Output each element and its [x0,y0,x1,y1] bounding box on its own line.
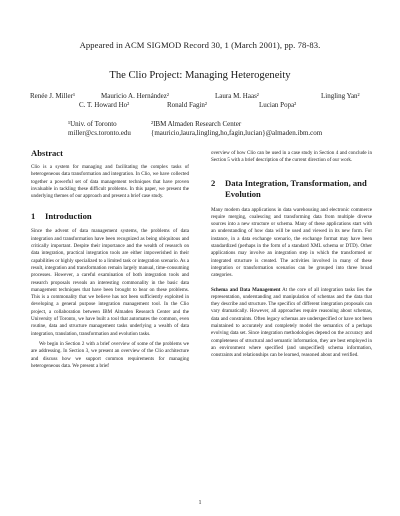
paper-title: The Clio Project: Managing Heterogeneity [109,70,291,81]
section-title: Data Integration, Transformation, and Evolution [225,177,367,199]
affiliation-email: miller@cs.toronto.edu [68,129,131,137]
author: Ronald Fagin² [167,101,208,109]
paragraph: overview of how Clio can be used in a case study in Section 4 and conclude in Section 5 with a brief description of the current direction of our work. [211,150,372,164]
left-column [31,148,189,370]
page-number: 1 [198,500,202,506]
publication-note: Appeared in ACM SIGMOD Record 30, 1 (March 2001), pp. 78-83. [79,40,321,50]
affiliation-toronto [68,120,131,138]
abstract-text: Clio is a system for managing and facilitating the complex tasks of heterogeneous data transformation and integration. In Clio, we have collected together a powerful set of data management techniques that have proven invaluable in tackling these difficult problems. In this paper, we present the underlying themes of our approach and present a brief case study. [31,164,189,200]
abstract-heading: Abstract [31,148,63,158]
paragraph: Many modern data applications in data warehousing and electronic commerce require merging, coalescing and transforming data from multiple diverse sources into a new structure or schema. Many of these applications start with an understanding of how data will be used and viewed in its new form. For instance, in a data exchange scenario, the exchange format may have been standardized (perhaps in the form of a standard XML schema or DTD). Other applications may involve an integration step in which the transformed or integrated structure is created. The activities involved in many of these integration or transformation scenarios can be grouped into three broad categories. [211,206,372,279]
subsection-paragraph [211,287,372,360]
section-2-heading [211,178,372,200]
section-1-heading [31,211,189,222]
paragraph: We begin in Section 2 with a brief overview of some of the problems we are addressing. In Section 3, we present an overview of the Clio architecture and discuss how we support common requirements for managing heterogeneous data. We present a brief [31,340,189,369]
subsection-heading: Schema and Data Management [211,286,281,293]
paragraph: Since the advent of data management systems, the problems of data integration and transformation have been recognized as being ubiquitous and critically important. Despite their importance and the wealth of research on data integration, practical integration tools are either impoverished in their capabilities or highly specialized to a limited task or integration scenario. As a result, integration and transformation remain largely manual, time-consuming processes. However, a careful examination of both integration tools and research proposals reveals an interesting commonality in the basic data management techniques that have been brought to bear on these problems. This is a commonality that we believe has not been sufficiently exploited in developing a general purpose integration management tool. In the Clio project, a collaboration between IBM Almaden Research Center and the University of Toronto, we have built a tool that automates the common, even routine, data and structure management tasks underlying a wealth of data integration, translation, transformation and evolution tasks. [31,228,189,337]
author: C. T. Howard Ho² [79,101,130,109]
section-title: Introduction [45,211,92,222]
affiliation-name: ¹Univ. of Toronto [68,120,117,128]
author: Renée J. Miller¹ [30,92,76,100]
section-number: 1 [31,211,36,222]
author: Laura M. Haas² [215,92,259,100]
affiliation-ibm [151,120,322,138]
author: Lucian Popa² [259,101,297,109]
affiliation-email: {mauricio,laura,lingling,ho,fagin,lucian}@almaden.ibm.com [151,129,323,137]
subsection-text: At the core of all integration tasks lies the representation, understanding and manipulation of schemas and the data that they describe and structure. The specifics of different integration proposals can vary dramatically. However, all approaches require reasoning about schemas, data and constraints. Often legacy schemas are underspecified or have not been maintained to accurately and completely model the semantics of a perhaps evolving data set. Since integration methodologies depend on the accuracy and completeness of structural and semantic information, they are best employed in an environment where specified (and unspecified) schema information, constraints and relationships can be learned, reasoned about and verified. [211,286,372,359]
author: Lingling Yan² [321,92,360,100]
section-number: 2 [211,177,216,188]
affiliation-name: ²IBM Almaden Research Center [151,120,242,128]
right-column [211,150,372,360]
author: Mauricio A. Hernández² [101,92,169,100]
